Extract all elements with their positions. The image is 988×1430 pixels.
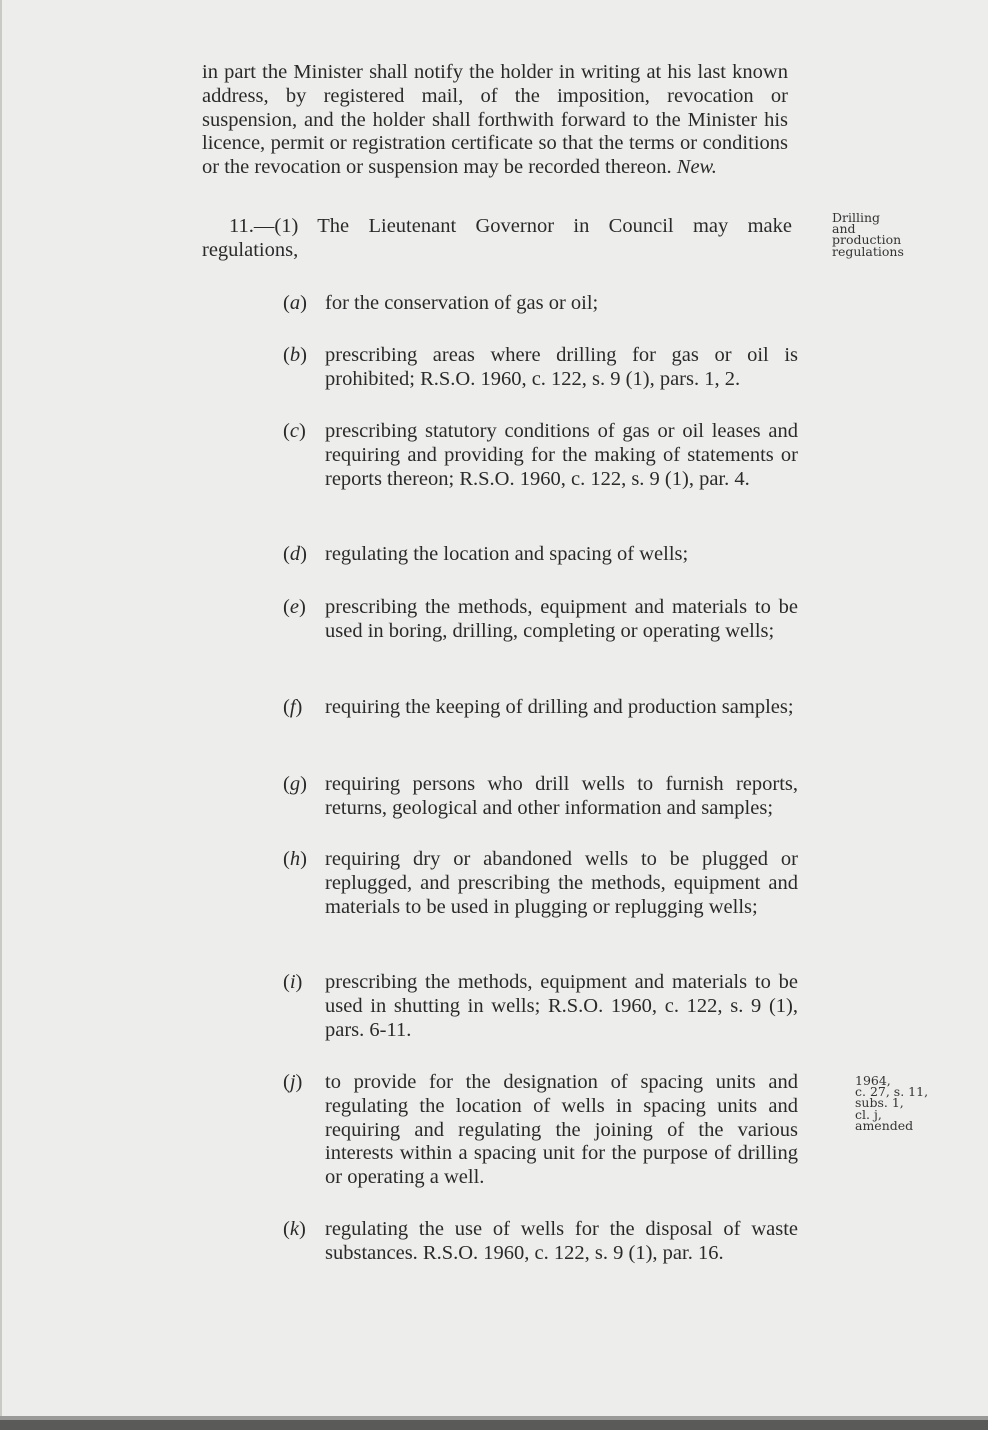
clause-text: prescribing the methods, equipment and materials to be used in shutting in wells; R.S.O. 1960, c. 122, s. 9 (1), pars. 6-11. — [325, 971, 798, 1041]
history-note: New. — [676, 156, 717, 179]
clause-text: to provide for the designation of spacing units and regulating the location of wells in spacing units and requiring and regulating the joining of the various interests within a spacing unit for the purpose of drilling or operating a well. — [325, 1071, 798, 1189]
clause-label: (g) — [283, 773, 307, 795]
continuation-text: in part the Minister shall notify the holder in writing at his last known address, by registered mail, of the imposition, revocation or suspension, and the holder shall forthwith forward to the Minister his licence, permit or registration certificate so that the terms or conditions or the revocation or suspension may be recorded thereon. — [202, 61, 788, 179]
section-text: The Lieutenant Governor in Council may make regulations, — [202, 215, 792, 261]
clause-label: (d) — [283, 543, 307, 565]
page-edge — [0, 0, 2, 1430]
clause-text: prescribing statutory conditions of gas or oil leases and requiring and providing for the making of statements or reports thereon; R.S.O. 1960, c. 122, s. 9 (1), par. 4. — [325, 420, 798, 490]
clause-label: (e) — [283, 596, 306, 618]
clause-label: (j) — [283, 1071, 303, 1093]
clause-label: (h) — [283, 848, 307, 870]
margin-note-drilling: Drilling and production regulations — [832, 210, 904, 259]
clause-text: prescribing the methods, equipment and materials to be used in boring, drilling, completing or operating wells; — [325, 596, 798, 642]
clause-label: (c) — [283, 420, 306, 442]
clause-a — [283, 292, 798, 316]
clause-text: requiring dry or abandoned wells to be plugged or replugged, and prescribing the methods, equipment and materials to be used in plugging or replugging wells; — [325, 848, 798, 918]
clause-h — [283, 848, 798, 919]
clause-e — [283, 596, 798, 644]
clause-k — [283, 1218, 798, 1266]
clause-label: (a) — [283, 292, 307, 314]
clause-label: (i) — [283, 971, 303, 993]
clause-text: for the conservation of gas or oil; — [325, 292, 599, 314]
clause-j — [283, 1071, 798, 1190]
clause-c — [283, 420, 798, 491]
clause-i — [283, 971, 798, 1042]
clause-text: requiring the keeping of drilling and production samples; — [325, 696, 794, 718]
clause-label: (f) — [283, 696, 303, 718]
section-number: 11.—(1) — [229, 215, 299, 237]
clause-text: prescribing areas where drilling for gas or oil is prohibited; R.S.O. 1960, c. 122, s. 9 (1), pars. 1, 2. — [325, 344, 798, 390]
clause-text: regulating the use of wells for the disposal of waste substances. R.S.O. 1960, c. 122, s. 9 (1), par. 16. — [325, 1218, 798, 1264]
clause-d — [283, 543, 798, 567]
clause-b — [283, 344, 798, 392]
scan-edge — [0, 1420, 988, 1430]
clause-label: (k) — [283, 1218, 306, 1240]
continuation-paragraph — [202, 61, 788, 180]
clause-label: (b) — [283, 344, 307, 366]
margin-note-amended: 1964, c. 27, s. 11, subs. 1, cl. j, amended — [855, 1073, 929, 1133]
clause-f — [283, 696, 798, 720]
section-11-heading — [202, 215, 792, 263]
clause-text: regulating the location and spacing of wells; — [325, 543, 689, 565]
clause-g — [283, 773, 798, 821]
clause-text: requiring persons who drill wells to furnish reports, returns, geological and other information and samples; — [325, 773, 798, 819]
